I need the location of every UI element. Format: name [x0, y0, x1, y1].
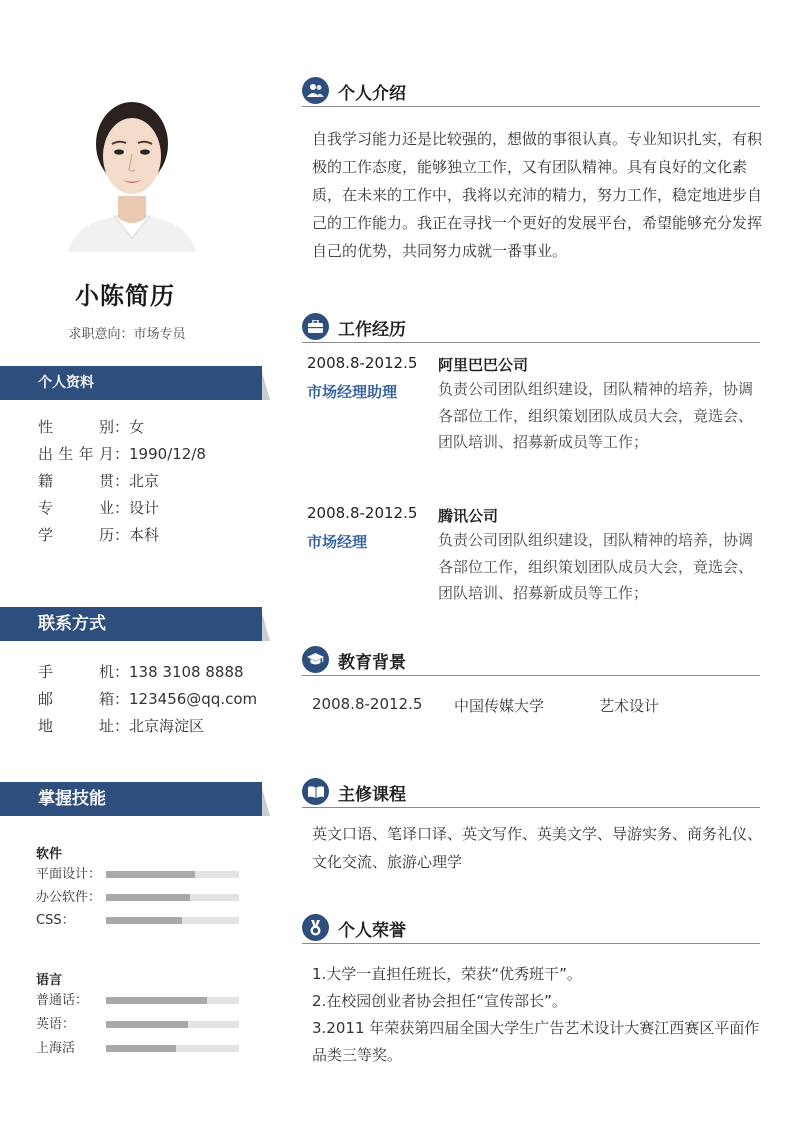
phone-value[interactable]: 138 3108 8888 — [129, 663, 244, 681]
info-label: 出生年月 — [38, 445, 114, 463]
job-company: 阿里巴巴公司 — [438, 356, 529, 374]
job-date: 2008.8-2012.5 — [307, 354, 418, 372]
honor-item: 2.在校园创业者协会担任“宣传部长”。 — [312, 992, 567, 1010]
job-date: 2008.8-2012.5 — [307, 504, 418, 522]
book-icon — [302, 778, 329, 805]
intro-section-header — [302, 77, 760, 107]
work-title: 工作经历 — [338, 320, 406, 340]
info-row-degree: 学历 ： 本科 — [38, 522, 206, 549]
info-label: 手机 — [38, 663, 114, 681]
skill-bar-track — [106, 1045, 239, 1052]
skill-row — [36, 867, 241, 883]
skill-row — [36, 993, 241, 1009]
skill-label: 上海活 — [36, 1041, 76, 1056]
honors-list — [312, 961, 764, 1069]
job-position: 市场经理 — [307, 533, 368, 551]
education-section-header — [302, 646, 760, 676]
info-value: 1990/12/8 — [129, 445, 206, 463]
courses-text: 英文口语、笔译口译、英文写作、英美文学、导游实务、商务礼仪、文化交流、旅游心理学 — [312, 825, 763, 871]
info-label: 邮箱 — [38, 690, 114, 708]
graduation-cap-icon — [302, 646, 329, 673]
skill-row — [36, 1017, 241, 1033]
honor-item: 3.2011 年荣获第四届全国大学生广告艺术设计大赛江西赛区平面作品类三等奖。 — [312, 1019, 760, 1064]
info-row-gender: 性别 ： 女 — [38, 414, 206, 441]
software-heading: 软件 — [36, 847, 63, 862]
address-value: 北京海淀区 — [129, 717, 205, 735]
skills-title: 掌握技能 — [38, 789, 106, 809]
contact-row-phone: 手机 ： 138 3108 8888 — [38, 659, 257, 686]
skill-bar-track — [106, 997, 239, 1004]
skill-row — [36, 913, 241, 929]
intro-title: 个人介绍 — [338, 84, 406, 104]
skill-bar-track — [106, 894, 239, 901]
skill-bar-fill — [106, 1045, 176, 1052]
honors-title: 个人荣誉 — [338, 921, 406, 941]
job-position: 市场经理助理 — [307, 383, 398, 401]
job-company: 腾讯公司 — [438, 507, 499, 525]
skill-bar-fill — [106, 871, 195, 878]
info-label: 专业 — [38, 499, 114, 517]
courses-title: 主修课程 — [338, 785, 406, 805]
personal-info-title: 个人资料 — [38, 375, 94, 391]
job-intent: 求职意向：市场专员 — [68, 327, 186, 342]
education-date: 2008.8-2012.5 — [312, 695, 423, 713]
info-value: 设计 — [129, 499, 160, 517]
honor-item: 1.大学一直担任班长，荣获“优秀班干”。 — [312, 965, 582, 983]
skill-row — [36, 890, 241, 906]
contact-list — [38, 659, 257, 740]
skills-banner — [0, 782, 262, 816]
work-section-header — [302, 313, 760, 343]
education-title: 教育背景 — [338, 653, 406, 673]
job-description: 负责公司团队组织建设，团队精神的培养，协调各部位工作，组织策划团队成员大会，竟选会、团队培训、招募新成员等工作； — [438, 380, 754, 451]
info-label: 学历 — [38, 526, 114, 544]
education-school: 中国传媒大学 — [454, 697, 545, 715]
info-row-birth: 出生年月 ： 1990/12/8 — [38, 441, 206, 468]
skill-bar-fill — [106, 894, 190, 901]
medal-icon — [302, 914, 329, 941]
email-value[interactable]: 123456@qq.com — [129, 690, 258, 708]
briefcase-icon — [302, 313, 329, 340]
contact-banner — [0, 607, 262, 641]
skill-label: 办公软件： — [36, 890, 102, 905]
courses-section-header — [302, 778, 760, 808]
education-major: 艺术设计 — [599, 697, 660, 715]
job-description: 负责公司团队组织建设，团队精神的培养，协调各部位工作，组织策划团队成员大会，竟选会、团队培训、招募新成员等工作； — [438, 531, 754, 602]
info-label: 籍贯 — [38, 472, 114, 490]
skill-label: CSS： — [36, 913, 75, 928]
resume-name: 小陈简历 — [75, 282, 175, 310]
language-heading: 语言 — [36, 973, 63, 988]
profile-photo — [62, 92, 202, 252]
contact-row-address: 地址 ： 北京海淀区 — [38, 713, 257, 740]
contact-title: 联系方式 — [38, 614, 106, 634]
info-value: 女 — [129, 418, 145, 436]
info-value: 北京 — [129, 472, 160, 490]
personal-info-list — [38, 414, 206, 549]
skill-label: 英语： — [36, 1017, 76, 1032]
skill-bar-fill — [106, 917, 182, 924]
skill-row — [36, 1041, 241, 1057]
user-group-icon — [302, 77, 329, 104]
intro-text: 自我学习能力还是比较强的，想做的事很认真。专业知识扎实，有积极的工作态度，能够独立工作，又有团队精神。具有良好的文化素质，在未来的工作中，我将以充沛的精力，努力工作，稳定地进步自己的工作能力。我正在寻找一个更好的发展平台，希望能够充分发挥自己的优势，共同努力成就一番事业。 — [312, 130, 763, 260]
contact-row-email: 邮箱 ： 123456@qq.com — [38, 686, 257, 713]
skill-label: 平面设计： — [36, 867, 102, 882]
info-label: 地址 — [38, 717, 114, 735]
honors-section-header — [302, 914, 760, 944]
info-row-origin: 籍贯 ： 北京 — [38, 468, 206, 495]
skill-bar-track — [106, 1021, 239, 1028]
info-label: 性别 — [38, 418, 114, 436]
skill-bar-track — [106, 871, 239, 878]
info-value: 本科 — [129, 526, 160, 544]
skill-bar-track — [106, 917, 239, 924]
skill-bar-fill — [106, 997, 207, 1004]
personal-info-banner — [0, 366, 262, 400]
info-row-major: 专业 ： 设计 — [38, 495, 206, 522]
skill-bar-fill — [106, 1021, 188, 1028]
skill-label: 普通话： — [36, 993, 89, 1008]
